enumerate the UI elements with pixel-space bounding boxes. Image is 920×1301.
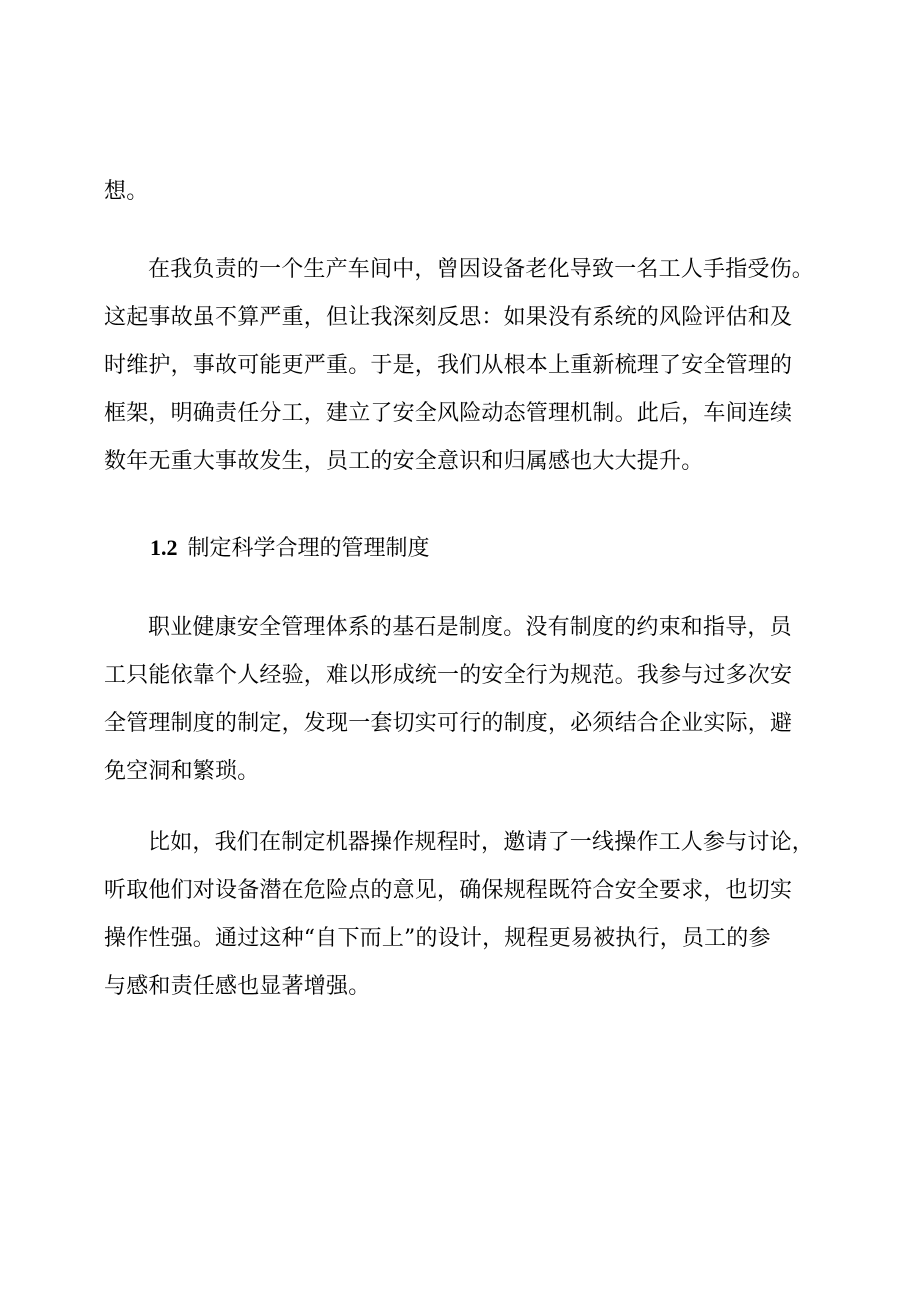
paragraph-line: 与感和责任感也显著增强。 <box>104 974 371 999</box>
paragraph-line: 免空洞和繁琐。 <box>104 759 260 784</box>
paragraph-line: 工只能依靠个人经验，难以形成统一的安全行为规范。我参与过多次安 <box>104 663 793 688</box>
paragraph-line: 框架，明确责任分工，建立了安全风险动态管理机制。此后，车间连续 <box>104 401 793 426</box>
continuation-line: 想。 <box>104 179 149 204</box>
paragraph-line: 数年无重大事故发生，员工的安全意识和归属感也大大提升。 <box>104 449 704 474</box>
section-number: 1.2 <box>150 535 178 560</box>
section-title: 制定科学合理的管理制度 <box>187 536 430 561</box>
paragraph-line: 操作性强。通过这种“自下而上”的设计，规程更易被执行，员工的参 <box>104 926 771 951</box>
paragraph-line: 这起事故虽不算严重，但让我深刻反思：如果没有系统的风险评估和及 <box>104 305 793 330</box>
paragraph-line: 时维护，事故可能更严重。于是，我们从根本上重新梳理了安全管理的 <box>104 353 793 378</box>
paragraph-line: 全管理制度的制定，发现一套切实可行的制度，必须结合企业实际，避 <box>104 711 793 736</box>
paragraph-line: 在我负责的一个生产车间中，曾因设备老化导致一名工人手指受伤。 <box>148 257 815 282</box>
paragraph-line: 听取他们对设备潜在危险点的意见，确保规程既符合安全要求，也切实 <box>104 878 793 903</box>
paragraph-line: 比如，我们在制定机器操作规程时，邀请了一线操作工人参与讨论， <box>148 830 815 855</box>
paragraph-line: 职业健康安全管理体系的基石是制度。没有制度的约束和指导，员 <box>148 615 792 640</box>
section-heading <box>150 533 430 564</box>
